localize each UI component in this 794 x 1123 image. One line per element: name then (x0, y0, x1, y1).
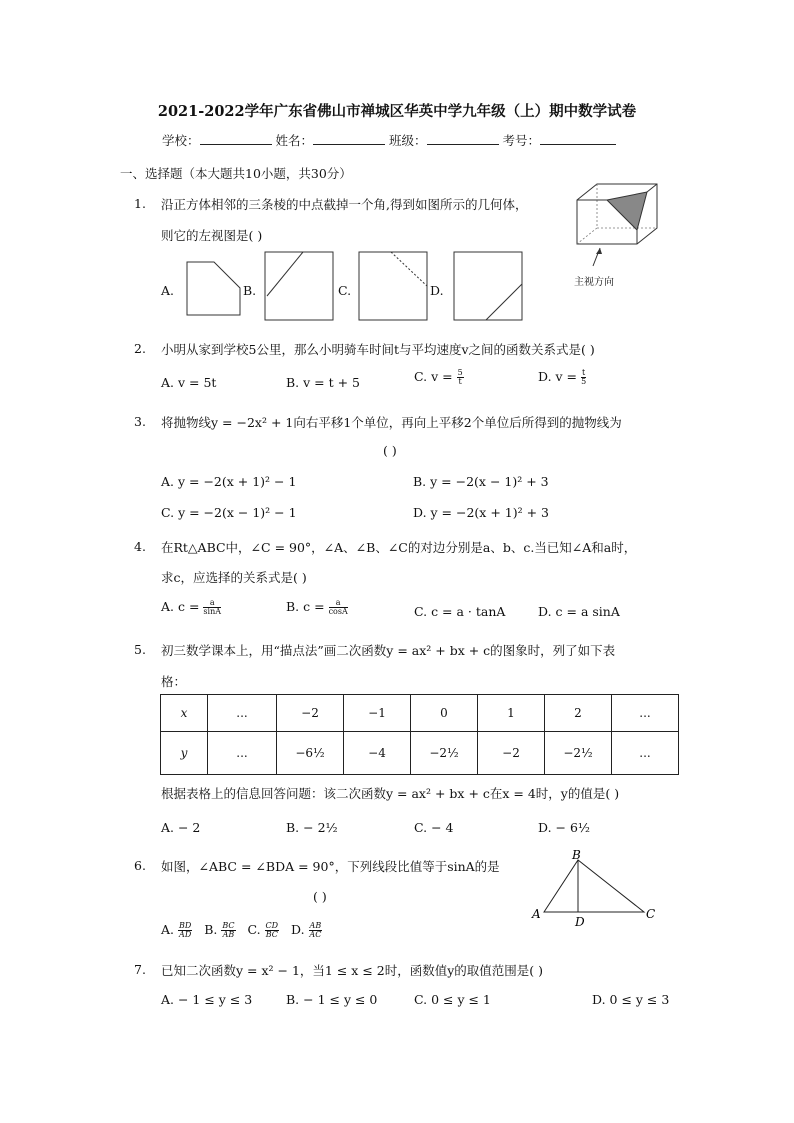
q6-c-numerator: CD (265, 921, 279, 930)
page-title: 2021-2022学年广东省佛山市禅城区华英中学九年级（上）期中数学试卷 (157, 103, 637, 120)
q4-b-denominator: cosA (328, 607, 348, 616)
q7-number: 7. (134, 962, 146, 977)
q2-d-numerator: t (582, 368, 586, 377)
q2-option-d-prefix: D. v = (538, 369, 578, 384)
table-cell: ... (208, 732, 277, 775)
q2-option-c (414, 369, 464, 386)
q2-text: 小明从家到学校5公里，那么小明骑车时间t与平均速度v之间的函数关系式是( ) (161, 342, 595, 357)
q1-text-line1: 沿正方体相邻的三条棱的中点截掉一个角,得到如图所示的几何体， (161, 197, 528, 212)
q4-a-numerator: a (203, 599, 221, 608)
class-blank (427, 132, 499, 145)
table-cell: 1 (478, 695, 545, 732)
table-cell: −4 (344, 732, 411, 775)
table-cell: ... (612, 732, 679, 775)
table-cell: x (161, 695, 208, 732)
q6-c-denominator: BC (265, 930, 278, 939)
q6-option-d-fraction (309, 922, 323, 939)
q1-option-d-figure (452, 250, 524, 322)
q5-text-line1: 初三数学课本上，用“描点法”画二次函数y = ax² + bx + c的图象时，列了如下表 (161, 643, 616, 658)
q2-option-d-fraction (581, 369, 586, 386)
q4-b-numerator: a (329, 599, 348, 608)
q5-question-text: 根据表格上的信息回答问题：该二次函数y = ax² + bx + c在x = 4时，y的值是( ) (161, 786, 620, 801)
school-blank (200, 132, 272, 145)
q2-number: 2. (134, 341, 146, 356)
q7-option-d: D. 0 ≤ y ≤ 3 (592, 992, 670, 1007)
exam-no-blank (540, 132, 616, 145)
q3-number: 3. (134, 414, 146, 429)
q4-number: 4. (134, 539, 146, 554)
q4-option-a-fraction (203, 599, 221, 616)
q1-view-direction-label: 主视方向 (574, 277, 614, 288)
table-cell: ... (612, 695, 679, 732)
vertex-label-a: A (532, 907, 541, 921)
section-heading: 一、选择题（本大题共10小题，共30分） (120, 166, 352, 181)
q6-b-numerator: BC (222, 921, 235, 930)
q4-option-b-prefix: B. c = (286, 599, 325, 614)
q4-a-denominator: sinA (203, 607, 221, 616)
q1-option-a-label: A. (161, 283, 175, 298)
q1-option-b-label: B. (243, 283, 257, 298)
exam-no-label: 考号： (502, 133, 541, 148)
table-cell: −2 (277, 695, 344, 732)
q6-answer-paren: ( ) (313, 889, 327, 904)
q7-text: 已知二次函数y = x² − 1，当1 ≤ x ≤ 2时，函数值y的取值范围是( ) (161, 963, 544, 978)
q4-option-b-fraction (329, 599, 348, 616)
q2-option-d (538, 369, 586, 386)
q4-option-d: D. c = a sinA (538, 604, 620, 619)
table-cell: 0 (411, 695, 478, 732)
q3-text: 将抛物线y = −2x² + 1向右平移1个单位，再向上平移2个单位后所得到的抛物线为 (161, 415, 622, 430)
q5-text-line2: 格： (161, 674, 187, 689)
class-label: 班级： (389, 133, 427, 148)
q3-option-d: D. y = −2(x + 1)² + 3 (413, 505, 549, 520)
q5-option-b: B. − 2½ (286, 820, 338, 835)
q1-number: 1. (134, 196, 146, 211)
q6-option-a-fraction (178, 922, 192, 939)
table-cell: 2 (545, 695, 612, 732)
q7-option-a: A. − 1 ≤ y ≤ 3 (161, 992, 253, 1007)
q6-option-d-label: D. (291, 922, 305, 937)
q2-option-a: A. v = 5t (161, 375, 217, 390)
table-cell: −2½ (411, 732, 478, 775)
q6-option-b (204, 922, 235, 937)
q4-option-a (161, 599, 221, 616)
q4-option-b (286, 599, 348, 616)
table-cell: −1 (344, 695, 411, 732)
q1-option-c-figure (357, 250, 429, 322)
q6-option-b-label: B. (204, 922, 218, 937)
q1-option-b-figure (263, 250, 335, 322)
table-cell: −2 (478, 732, 545, 775)
q6-option-b-fraction (221, 922, 235, 939)
q6-options (161, 922, 322, 939)
q6-option-c-fraction (265, 922, 280, 939)
q2-option-b: B. v = t + 5 (286, 375, 361, 390)
q6-d-numerator: AB (309, 921, 322, 930)
q4-option-c: C. c = a · tanA (414, 604, 506, 619)
table-row (161, 695, 679, 732)
vertex-label-c: C (646, 907, 656, 921)
q3-option-a: A. y = −2(x + 1)² − 1 (161, 474, 297, 489)
school-label: 学校： (162, 133, 200, 148)
q1-option-d-label: D. (430, 283, 444, 298)
q1-option-c-label: C. (338, 283, 352, 298)
q4-text-line1: 在Rt△ABC中，∠C = 90°，∠A、∠B、∠C的对边分别是a、b、c.当已知∠A和a时， (161, 540, 637, 555)
q1-text-line2: 则它的左视图是( ) (161, 228, 263, 243)
q5-number: 5. (134, 642, 146, 657)
q3-option-c: C. y = −2(x − 1)² − 1 (161, 505, 297, 520)
q2-option-c-fraction (457, 369, 464, 386)
q2-d-denominator: 5 (581, 377, 587, 386)
q3-answer-paren: ( ) (383, 443, 397, 458)
q6-option-a (161, 922, 192, 937)
q6-option-c (247, 922, 279, 937)
table-row (161, 732, 679, 775)
name-blank (313, 132, 385, 145)
q5-value-table (160, 694, 679, 775)
q6-option-c-label: C. (247, 922, 261, 937)
q5-option-c: C. − 4 (414, 820, 454, 835)
q2-option-c-prefix: C. v = (414, 369, 453, 384)
name-label: 姓名： (275, 133, 314, 148)
q6-a-numerator: BD (179, 921, 192, 930)
table-cell: −6½ (277, 732, 344, 775)
q5-option-a: A. − 2 (161, 820, 201, 835)
q6-d-denominator: AC (309, 930, 322, 939)
q6-option-d (291, 922, 322, 937)
table-cell: −2½ (545, 732, 612, 775)
q6-text: 如图，∠ABC = ∠BDA = 90°，下列线段比值等于sinA的是 (161, 859, 500, 874)
q4-text-line2: 求c，应选择的关系式是( ) (161, 570, 307, 585)
q7-option-b: B. − 1 ≤ y ≤ 0 (286, 992, 378, 1007)
q6-a-denominator: AD (179, 930, 192, 939)
q4-option-a-prefix: A. c = (161, 599, 200, 614)
q6-b-denominator: AB (222, 930, 235, 939)
vertex-label-d: D (575, 915, 585, 928)
q6-number: 6. (134, 858, 146, 873)
q6-option-a-label: A. (161, 922, 175, 937)
q2-c-denominator: t (458, 377, 462, 386)
q6-triangle-figure (528, 846, 662, 928)
student-info-line (162, 131, 616, 149)
q5-option-d: D. − 6½ (538, 820, 591, 835)
q1-option-a-figure (184, 259, 244, 319)
q7-option-c: C. 0 ≤ y ≤ 1 (414, 992, 491, 1007)
vertex-label-b: B (572, 848, 581, 862)
q2-c-numerator: 5 (457, 368, 463, 377)
table-cell: ... (208, 695, 277, 732)
q3-option-b: B. y = −2(x − 1)² + 3 (413, 474, 549, 489)
table-cell: y (161, 732, 208, 775)
